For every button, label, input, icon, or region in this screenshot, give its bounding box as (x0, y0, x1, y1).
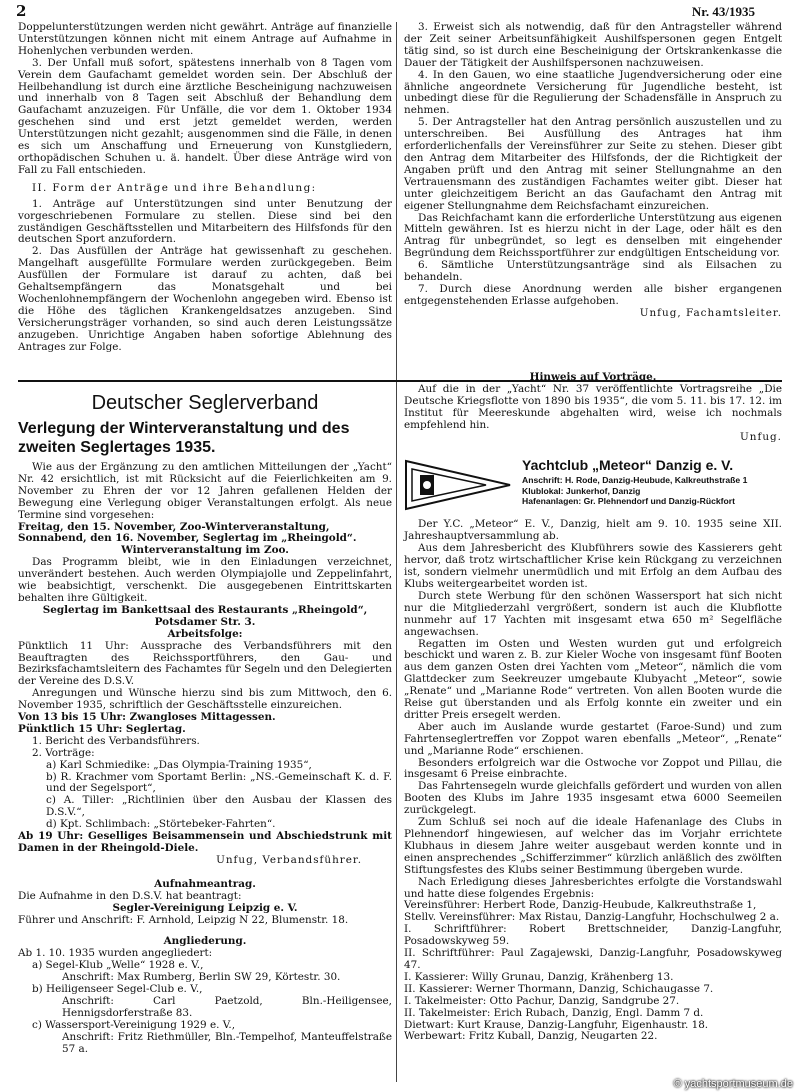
date-line: Freitag, den 15. November, Zoo-Winterveranstaltung, (18, 520, 330, 533)
officer-entry: II. Schriftführer: Paul Zagajewski, Danzig-Langfuhr, Posadowskyweg 47. (404, 947, 782, 971)
paragraph: 1. Anträge auf Unterstützungen sind unter Benutzung der vorgeschriebenen Formulare zu stellen. Diese sind bei den zuständigen Geschäftsstellen und Mitarbeitern des Hilfsfonds für den deutschen Sport anzufordern. (18, 197, 392, 246)
club-header (404, 457, 782, 513)
agenda-item: Pünktlich 15 Uhr: Seglertag. (18, 722, 186, 735)
agenda-item: 2. Vorträge: (32, 746, 95, 759)
club-entry: c) Wassersport-Vereinigung 1929 e. V., (32, 1018, 235, 1031)
talk-item: a) Karl Schmiedike: „Das Olympia-Training 1935“, (46, 758, 312, 771)
subheading: Arbeitsfolge: (167, 627, 243, 640)
agenda-item: Pünktlich 11 Uhr: Aussprache des Verbandsführers mit den Beauftragten des Reichssportführers, den Gau- und Bezirksfachamtsleitern des Fachamtes für Segeln und den Delegierten der Vereine des D.S.V. (18, 639, 392, 688)
paragraph: Regatten im Osten und Westen wurden gut und erfolgreich beschickt und waren z. B. zur Kieler Woche von insgesamt fünf Booten aus dem ganzen Osten drei Yachten vom „Meteor“, nämlich die vom Glattdecker zum Seekreuzer umgebaute Klubyacht „Meteor“, sowie „Renate“ und „Marianne Rode“ vertreten. Von allen Booten wurde die Reise gut überstanden und als Erfolg konnte ein zweiter und ein dritter Preis ersegelt werden. (404, 637, 782, 721)
club-entry: b) Heiligenseer Segel-Club e. V., (32, 983, 203, 996)
club-harbour: Hafenanlagen: Gr. Plehnendorf und Danzig-Rückfort (522, 496, 735, 507)
paragraph: Aber auch im Auslande wurde gestartet (Faroe-Sund) und zum Fahrtenseglertreffen vor Zoppot waren ebenfalls „Meteor“, „Renate“ und „Marianne Rode“ erschienen. (404, 720, 782, 757)
paragraph: 2. Das Ausfüllen der Anträge hat gewissenhaft zu geschehen. Mangelhaft ausgefüllte Formulare werden zurückgegeben. Beim Ausfüllen der Formulare ist darauf zu achten, daß bei Gehaltsempfängern das Monatsgehalt und bei Wochenlohnempfängern der Wochenlohn angegeben wird. Ebenso ist die Höhe des täglichen Krankengeldsatzes anzugeben. Sind Versicherungsträger vorhanden, so sind auch deren Leistungssätze anzugeben. Unrichtige Angaben haben sofortige Ablehnung des Antrages zur Folge. (18, 245, 392, 353)
paragraph: Der Y.C. „Meteor“ E. V., Danzig, hielt am 9. 10. 1935 seine XII. Jahreshauptversammlung ab. (404, 518, 782, 543)
subheading: II. Form der Anträge und ihre Behandlung: (32, 181, 317, 194)
paragraph: Wie aus der Ergänzung zu den amtlichen Mitteilungen der „Yacht“ Nr. 42 ersichtlich, ist mit Rücksicht auf die Feierlichkeiten am 9. November zu Ehren der vor 12 Jahren gefallenen Helden der Bewegung eine Verlegung obiger Veranstaltungen erfolgt. Als neue Termine sind vorgesehen: (18, 461, 392, 521)
club-address: Anschrift: Carl Paetzold, Bln.-Heiligensee, Hennigsdorferstraße 83. (62, 994, 392, 1019)
signature: Unfug, Verbandsführer. (216, 853, 362, 866)
column-divider (396, 22, 397, 1082)
paragraph: 4. In den Gauen, wo eine staatliche Jugendversicherung oder eine ähnliche angeordnete Versicherung für Jugendliche besteht, ist unbedingt diese für die Regulierung der Schadensfälle in Anspruch zu nehmen. (404, 68, 782, 117)
paragraph: 3. Der Unfall muß sofort, spätestens innerhalb von 8 Tagen vom Verein dem Gaufachamt gemeldet worden sein. Der Abschluß der Heilbehandlung ist durch eine ärztliche Bescheinigung nachzuweisen und innerhalb von 8 Tagen seit Abschluß der Behandlung dem Gaufachamt anzuzeigen. Für Unfälle, die vor dem 1. Oktober 1934 geschehen sind und erst jetzt gemeldet werden, werden Unterstützungen nicht gezahlt; ausgenommen sind die Fälle, in denen es sich um Anschaffung und Erneuerung von Kunstgliedern, orthopädischen Schuhen u. ä. handelt. Über diese Anträge wird von Fall zu Fall entschieden. (18, 56, 392, 176)
subheading: Winterveranstaltung im Zoo. (121, 544, 289, 557)
paragraph: Nach Erledigung dieses Jahresberichtes erfolgte die Vorstandswahl und hatte diese folgendes Ergebnis: (404, 875, 782, 900)
talk-item: d) Kpt. Schlimbach: „Störtebeker-Fahrten“. (46, 818, 276, 831)
officer-entry: II. Kassierer: Werner Thormann, Danzig, Schichaugasse 7. (404, 982, 714, 995)
paragraph: 3. Erweist sich als notwendig, daß für den Antragsteller während der Zeit seiner Arbeitsunfähigkeit Aushilfspersonen gegen Entgelt tätig sind, so ist durch eine Bescheinigung der Ortskrankenkasse die Dauer der Tätigkeit der Aushilfspersonen nachzuweisen. (404, 21, 782, 69)
officer-entry: I. Kassierer: Willy Grunau, Danzig, Krähenberg 13. (404, 970, 674, 983)
date-line: Sonnabend, den 16. November, Seglertag im „Rheingold“. (18, 532, 357, 545)
paragraph: Das Reichfachamt kann die erforderliche Unterstützung aus eigenen Mitteln gewähren. Ist es hierzu nicht in der Lage, oder hält es den Antrag für unbegründet, so legt es denselben mit eingehender Begründung dem Reichssportführer zur endgültigen Entscheidung vor. (404, 211, 782, 260)
paragraph: Anregungen und Wünsche hierzu sind bis zum Mittwoch, den 6. November 1935, schriftlich der Geschäftsstelle einzureichen. (18, 687, 392, 712)
issue-number: Nr. 43/1935 (691, 4, 755, 19)
paragraph: Ab 1. 10. 1935 wurden angegliedert: (18, 947, 213, 960)
agenda-item: Von 13 bis 15 Uhr: Zwangloses Mittagessen. (18, 711, 276, 724)
signature: Unfug, Fachamtsleiter. (639, 306, 782, 319)
club-address: Anschrift: Max Rumberg, Berlin SW 29, Körtestr. 30. (62, 971, 341, 984)
officer-entry: Stellv. Vereinsführer: Max Ristau, Danzig-Langfuhr, Hochschulweg 2 a. (404, 911, 780, 924)
seglerverband-column (18, 392, 392, 1056)
right-bottom-column (404, 372, 782, 1043)
paragraph: Durch stete Werbung für den schönen Wassersport hat sich nicht nur die Mitgliederzahl vergrößert, sondern ist auch die Klubflotte nunmehr auf 17 Yachten mit insgesamt etwa 650 m² Segelfläche angewachsen. (404, 589, 782, 638)
page-number: 2 (16, 2, 27, 20)
paragraph: Auf die in der „Yacht“ Nr. 37 veröffentlichte Vortragsreihe „Die Deutsche Kriegsflotte von 1890 bis 1935“, die vom 5. 11. bis 17. 12. im Institut für Meereskunde abgehalten wird, weise ich nochmals empfehlend hin. (404, 382, 782, 431)
watermark: © yachtsportmuseum.de (673, 1078, 793, 1090)
officer-entry: I. Takelmeister: Otto Pachur, Danzig, Sandgrube 27. (404, 994, 680, 1007)
club-burgee-icon (404, 457, 512, 513)
club-entry: a) Segel-Klub „Welle“ 1928 e. V., (32, 959, 204, 972)
officer-entry: Werbewart: Fritz Kuball, Danzig, Neugarten 22. (404, 1030, 658, 1043)
paragraph: 7. Durch diese Anordnung werden alle bisher ergangenen entgegenstehenden Erlasse aufgehoben. (404, 282, 782, 307)
paragraph: 6. Sämtliche Unterstützungsanträge sind als Eilsachen zu behandeln. (404, 259, 782, 284)
paragraph: Das Fahrtensegeln wurde gleichfalls gefördert und wurden von allen Booten des Klubs im Jahre 1935 insgesamt etwa 6000 Seemeilen zurückgelegt. (404, 780, 782, 817)
top-right-column (404, 22, 782, 320)
club-name: Segler-Vereinigung Leipzig e. V. (112, 901, 298, 914)
officer-entry: I. Schriftführer: Robert Brettschneider, Danzig-Langfuhr, Posadowskyweg 59. (404, 923, 782, 948)
top-left-column (18, 22, 392, 353)
subheading: Seglertag im Bankettsaal des Restaurants „Rheingold“, Potsdamer Str. 3. (42, 603, 368, 628)
headline: Verlegung der Winterveranstaltung und des zweiten Seglertages 1935. (18, 420, 350, 456)
club-address: Anschrift: Fritz Riethmüller, Bln.-Tempelhof, Manteuffelstraße 57 a. (62, 1030, 392, 1055)
officer-entry: Vereinsführer: Herbert Rode, Danzig-Heubude, Kalkreuthstraße 1, (404, 899, 757, 912)
officer-entry: II. Takelmeister: Erich Rubach, Danzig, Engl. Damm 7 d. (404, 1006, 704, 1019)
club-address: Anschrift: H. Rode, Danzig-Heubude, Kalkreuthstraße 1 (522, 475, 748, 486)
officer-entry: Dietwart: Kurt Krause, Danzig-Langfuhr, Eigenhaustr. 18. (404, 1018, 709, 1031)
agenda-item: Ab 19 Uhr: Geselliges Beisammensein und Abschiedstrunk mit Damen in der Rheingold-Diele. (18, 830, 392, 854)
paragraph: 5. Der Antragsteller hat den Antrag persönlich auszustellen und zu unterschreiben. Bei Ausfüllung des Antrages hat ihm erforderlichenfalls der Vereinsführer zur Seite zu stehen. Dieser gibt den Antrag dem Mitarbeiter des Hilfsfonds, der die Richtigkeit der Angaben prüft und den Antrag mit seiner Stellungnahme an den Vertrauensmann des zuständigen Fachamtes weiter gibt. Dieser hat unter gleichzeitigem Bericht an das Gaufachamt den Antrag mit eigener Stellungnahme dem Reichsfachamt einzureichen. (404, 116, 782, 212)
paragraph: Besonders erfolgreich war die Ostwoche vor Zoppot und Pillau, die insgesamt 6 Preise einbrachte. (404, 756, 782, 781)
subheading: Hinweis auf Vorträge. (529, 371, 657, 383)
paragraph: Die Aufnahme in den D.S.V. hat beantragt: (18, 889, 242, 902)
paragraph: Das Programm bleibt, wie in den Einladungen verzeichnet, unverändert bestehen. Auch werden Olympiajolle und Zeppelinfahrt, wie beabsichtigt, verschenkt. Die ausgegebenen Eintrittskarten behalten ihre Gültigkeit. (18, 556, 392, 604)
club-venue: Klublokal: Junkerhof, Danzig (522, 485, 641, 496)
subheading: Aufnahmeantrag. (154, 877, 256, 890)
paragraph: Zum Schluß sei noch auf die ideale Hafenanlage des Clubs in Plehnendorf hingewiesen, auf welcher das im Vorjahr errichtete Klubhaus in diesem Jahre weiter ausgebaut werden konnte und in einen ansprechendes „Schifferzimmer“ kürzlich anläßlich des zwölften Stiftungsfestes des Klubs seiner Bestimmung übergeben wurde. (404, 816, 782, 876)
paragraph: Aus dem Jahresbericht des Klubführers sowie des Kassierers geht hervor, daß trotz wirtschaftlicher Krise kein Rückgang zu verzeichnen ist, sondern vielmehr unermüdlich und mit Erfolg an dem Aufbau des Klubs weitergearbeitet worden ist. (404, 542, 782, 590)
agenda-item: 1. Bericht des Verbandsführers. (32, 734, 200, 747)
section-title: Deutscher Seglerverband (91, 392, 319, 414)
subheading: Angliederung. (163, 935, 247, 948)
talk-item: b) R. Krachmer vom Sportamt Berlin: „NS.-Gemeinschaft K. d. F. und der Segelsport“, (46, 770, 392, 795)
paragraph: Führer und Anschrift: F. Arnhold, Leipzig N 22, Blumenstr. 18. (18, 913, 349, 926)
paragraph: Doppelunterstützungen werden nicht gewährt. Anträge auf finanzielle Unterstützungen können nicht mit einem Antrage auf Aufnahme in Hohenlychen verbunden werden. (18, 21, 392, 57)
talk-item: c) A. Tiller: „Richtlinien über den Ausbau der Klassen des D.S.V.“, (46, 794, 392, 819)
club-title: Yachtclub „Meteor“ Danzig e. V. (522, 457, 734, 474)
signature: Unfug. (740, 430, 782, 443)
